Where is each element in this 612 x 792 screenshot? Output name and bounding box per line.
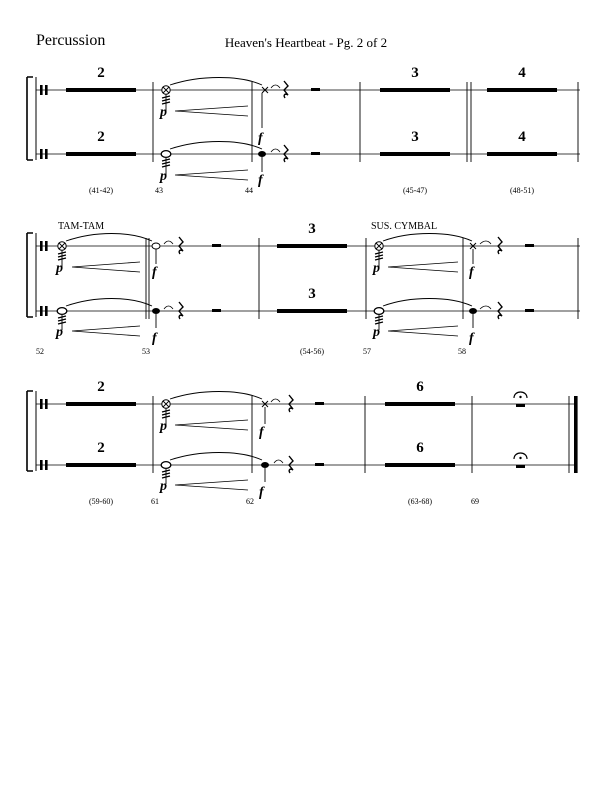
system-bracket: [27, 391, 33, 471]
instrument-label-sus-cymbal: SUS. CYMBAL: [371, 221, 438, 232]
rest-count: 2: [97, 129, 105, 145]
dynamic-piano: p: [160, 105, 167, 120]
fermata-rest-bottom: [514, 453, 527, 468]
dynamic-piano: p: [373, 325, 380, 340]
rest-count: 2: [97, 440, 105, 456]
dynamic-forte: f: [259, 425, 264, 440]
measure-range-label: (54-56): [300, 347, 324, 356]
system-bracket: [27, 233, 33, 317]
final-barline: [574, 396, 578, 473]
dynamic-piano: p: [160, 419, 167, 434]
measure-number: 58: [458, 347, 466, 356]
system-2: [27, 221, 580, 356]
multimeasure-rest: [66, 379, 136, 506]
roll-note-bottom: [55, 299, 221, 347]
measure-range-label: (59-60): [89, 497, 113, 506]
multimeasure-rest: [487, 65, 557, 195]
system-3: [27, 379, 578, 506]
dynamic-piano: p: [160, 169, 167, 184]
measure-number: 52: [36, 347, 44, 356]
measure-number: 61: [151, 497, 159, 506]
rest-count: 2: [97, 65, 105, 81]
measure-range-label: (63-68): [408, 497, 432, 506]
rest-count: 3: [308, 221, 316, 237]
dynamic-piano: p: [373, 261, 380, 276]
rest-count: 4: [518, 129, 526, 145]
roll-note-top: [55, 234, 221, 281]
dynamic-piano: p: [56, 325, 63, 340]
measure-number: 57: [363, 347, 371, 356]
rest-count: 6: [416, 440, 424, 456]
rest-count: 3: [411, 129, 419, 145]
multimeasure-rest: [66, 65, 136, 195]
multimeasure-rest: [385, 379, 455, 506]
roll-note-bottom: [159, 142, 320, 189]
multimeasure-rest: [380, 65, 450, 195]
rest-count: 6: [416, 379, 424, 395]
measure-range-label: (45-47): [403, 186, 427, 195]
rest-count: 3: [308, 286, 316, 302]
roll-note-top: [372, 234, 534, 281]
instrument-label-tam-tam: TAM-TAM: [58, 221, 105, 232]
measure-range-label: (48-51): [510, 186, 534, 195]
roll-note-top: [159, 392, 324, 441]
fermata-rest-top: [514, 392, 527, 407]
roll-note-top: [159, 78, 320, 147]
dynamic-forte: f: [469, 331, 474, 346]
dynamic-forte: f: [259, 485, 264, 500]
rest-count: 2: [97, 379, 105, 395]
dynamic-forte: f: [258, 173, 263, 188]
measure-number: 62: [246, 497, 254, 506]
measure-number: 69: [471, 497, 479, 506]
rest-count: 4: [518, 65, 526, 81]
measure-number: 53: [142, 347, 150, 356]
roll-note-bottom: [372, 299, 534, 347]
dynamic-piano: p: [56, 261, 63, 276]
dynamic-forte: f: [152, 331, 157, 346]
roll-note-bottom: [159, 453, 324, 501]
multimeasure-rest: [277, 221, 347, 356]
measure-range-label: (41-42): [89, 186, 113, 195]
measure-number: 43: [155, 186, 163, 195]
measure-number: 44: [245, 186, 253, 195]
system-bracket: [27, 77, 33, 160]
rest-count: 3: [411, 65, 419, 81]
dynamic-forte: f: [152, 265, 157, 280]
dynamic-forte: f: [258, 131, 263, 146]
dynamic-piano: p: [160, 479, 167, 494]
dynamic-forte: f: [469, 265, 474, 280]
part-name: Percussion: [36, 32, 106, 49]
system-1: [27, 65, 580, 195]
page-title: Heaven's Heartbeat - Pg. 2 of 2: [224, 35, 388, 50]
